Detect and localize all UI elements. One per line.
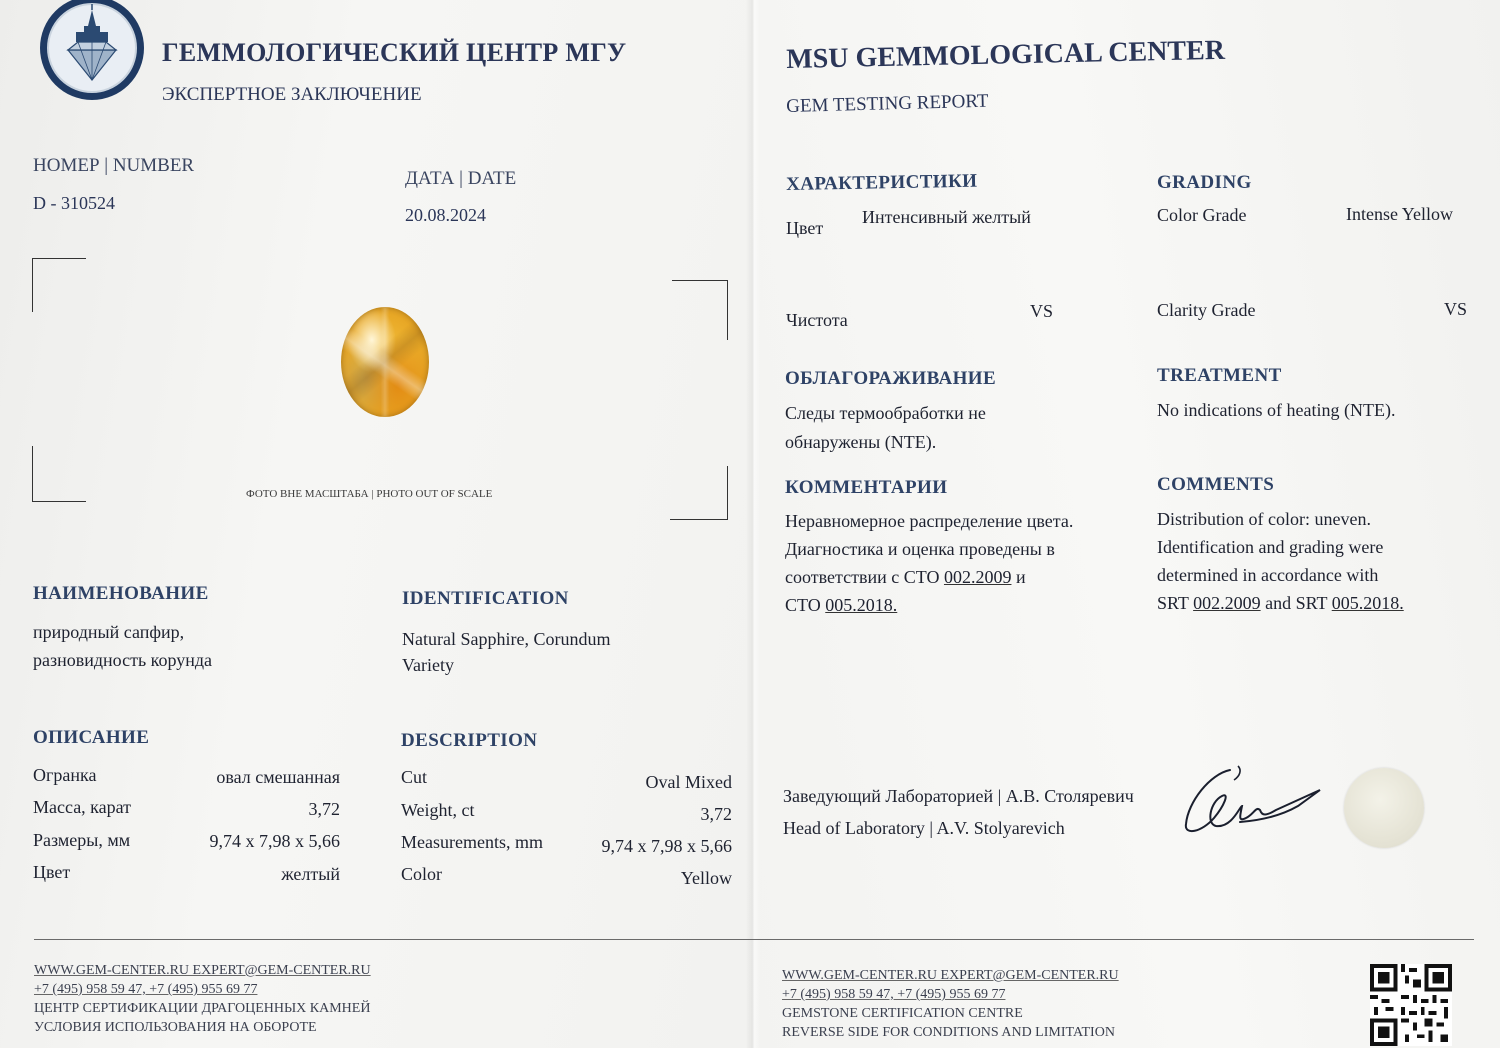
report-subtitle-ru: ЭКСПЕРТНОЕ ЗАКЛЮЧЕНИЕ bbox=[162, 84, 422, 105]
footer-left-conditions: УСЛОВИЯ ИСПОЛЬЗОВАНИЯ НА ОБОРОТЕ bbox=[34, 1020, 317, 1035]
treatment-text-en: No indications of heating (NTE). bbox=[1157, 400, 1396, 420]
comments-ru-line-4: СТО 005.2018. bbox=[785, 595, 898, 615]
color-grade-value-ru: Интенсивный желтый bbox=[862, 207, 1031, 227]
identification-text-ru-2: разновидность корунда bbox=[33, 650, 213, 670]
footer-right-conditions: REVERSE SIDE FOR CONDITIONS AND LIMITATION bbox=[782, 1025, 1115, 1040]
standard-ru-2: 005.2018. bbox=[825, 595, 898, 615]
photo-corner-top-right bbox=[672, 280, 728, 340]
clarity-value-ru: VS bbox=[1030, 301, 1054, 321]
description-heading-en: DESCRIPTION bbox=[401, 730, 538, 751]
comments-en-line-1: Distribution of color: uneven. bbox=[1157, 509, 1371, 529]
cut-value-en: Oval Mixed bbox=[645, 772, 732, 792]
standard-en-1: 002.2009 bbox=[1193, 593, 1261, 613]
weight-label-ru: Масса, карат bbox=[33, 797, 132, 817]
weight-value-en: 3,72 bbox=[700, 804, 732, 824]
photo-out-of-scale-note: ФОТО ВНЕ МАСШТАБА | PHOTO OUT OF SCALE bbox=[246, 488, 493, 500]
treatment-text-ru-2: обнаружены (NTE). bbox=[785, 432, 937, 452]
photo-corner-bottom-left bbox=[32, 446, 86, 502]
comments-ru-line-2: Диагностика и оценка проведены в bbox=[785, 539, 1055, 559]
color-label-ru: Цвет bbox=[33, 862, 71, 882]
head-of-lab-en: Head of Laboratory | A.V. Stolyarevich bbox=[783, 818, 1065, 838]
footer-divider bbox=[34, 939, 1474, 940]
treatment-heading-ru: ОБЛАГОРАЖИВАНИЕ bbox=[785, 368, 997, 389]
color-grade-label-ru: Цвет bbox=[786, 218, 824, 238]
number-label: НОМЕР | NUMBER bbox=[33, 155, 195, 176]
signature-icon bbox=[1180, 762, 1325, 842]
comments-heading-ru: КОММЕНТАРИИ bbox=[785, 477, 948, 498]
description-heading-ru: ОПИСАНИЕ bbox=[33, 727, 150, 748]
weight-label-en: Weight, ct bbox=[401, 800, 475, 820]
measurements-label-ru: Размеры, мм bbox=[33, 830, 131, 850]
color-grade-label-en: Color Grade bbox=[1157, 205, 1247, 225]
center-title-en: MSU GEMMOLOGICAL CENTER bbox=[786, 34, 1226, 75]
photo-corner-bottom-right bbox=[670, 466, 728, 520]
measurements-label-en: Measurements, mm bbox=[401, 832, 543, 852]
cut-value-ru: овал смешанная bbox=[216, 767, 340, 787]
head-of-lab-ru: Заведующий Лабораторией | А.В. Столяревич bbox=[783, 786, 1134, 806]
clarity-label-en: Clarity Grade bbox=[1157, 300, 1256, 320]
gemstone-facets bbox=[341, 307, 429, 417]
comments-ru-line-1: Неравномерное распределение цвета. bbox=[785, 511, 1074, 531]
cut-label-en: Cut bbox=[401, 767, 428, 787]
report-subtitle-en: GEM TESTING REPORT bbox=[786, 90, 989, 117]
comments-en-line-3: determined in accordance with bbox=[1157, 565, 1379, 585]
identification-text-en-1: Natural Sapphire, Corundum bbox=[402, 629, 611, 649]
color-value-en: Yellow bbox=[680, 868, 732, 888]
clarity-label-ru: Чистота bbox=[786, 310, 848, 330]
qr-code-icon bbox=[1370, 964, 1452, 1046]
treatment-text-ru-1: Следы термообработки не bbox=[785, 403, 986, 423]
footer-right-links[interactable]: WWW.GEM-CENTER.RU EXPERT@GEM-CENTER.RU bbox=[782, 968, 1119, 983]
color-value-ru: желтый bbox=[281, 864, 340, 884]
identification-heading-en: IDENTIFICATION bbox=[402, 588, 569, 609]
comments-ru-line-3: соответствии с СТО 002.2009 и bbox=[785, 567, 1026, 587]
center-title-ru: ГЕММОЛОГИЧЕСКИЙ ЦЕНТР МГУ bbox=[162, 38, 627, 67]
color-grade-value-en: Intense Yellow bbox=[1346, 204, 1453, 224]
clarity-value-en: VS bbox=[1444, 299, 1468, 319]
footer-left-center-name: ЦЕНТР СЕРТИФИКАЦИИ ДРАГОЦЕННЫХ КАМНЕЙ bbox=[34, 1001, 371, 1016]
identification-text-en-2: Variety bbox=[402, 655, 454, 675]
footer-left-phones[interactable]: +7 (495) 958 59 47, +7 (495) 955 69 77 bbox=[34, 982, 258, 997]
date-label: ДАТА | DATE bbox=[405, 168, 517, 189]
embossed-seal-icon bbox=[1344, 768, 1424, 848]
footer-right-phones[interactable]: +7 (495) 958 59 47, +7 (495) 955 69 77 bbox=[782, 987, 1006, 1002]
date-value: 20.08.2024 bbox=[405, 205, 486, 225]
identification-text-ru-1: природный сапфир, bbox=[33, 622, 185, 642]
comments-en-line-4: SRT 002.2009 and SRT 005.2018. bbox=[1157, 593, 1404, 613]
weight-value-ru: 3,72 bbox=[308, 799, 340, 819]
grading-heading-ru: ХАРАКТЕРИСТИКИ bbox=[786, 170, 978, 195]
treatment-heading-en: TREATMENT bbox=[1157, 365, 1282, 386]
page-fold bbox=[746, 0, 760, 1048]
number-value: D - 310524 bbox=[33, 193, 115, 213]
comments-en-line-2: Identification and grading were bbox=[1157, 537, 1384, 557]
measurements-value-en: 9,74 x 7,98 x 5,66 bbox=[601, 836, 732, 856]
grading-heading-en: GRADING bbox=[1157, 172, 1252, 193]
msu-logo-icon bbox=[38, 0, 146, 102]
identification-heading-ru: НАИМЕНОВАНИЕ bbox=[33, 583, 209, 604]
cut-label-ru: Огранка bbox=[33, 765, 97, 785]
footer-left-links[interactable]: WWW.GEM-CENTER.RU EXPERT@GEM-CENTER.RU bbox=[34, 963, 371, 978]
measurements-value-ru: 9,74 x 7,98 x 5,66 bbox=[209, 831, 340, 851]
footer-right-centre-name: GEMSTONE CERTIFICATION CENTRE bbox=[782, 1006, 1023, 1021]
color-label-en: Color bbox=[401, 864, 443, 884]
standard-ru-1: 002.2009 bbox=[943, 567, 1012, 587]
photo-corner-top-left bbox=[32, 258, 86, 312]
comments-heading-en: COMMENTS bbox=[1157, 474, 1275, 495]
standard-en-2: 005.2018. bbox=[1331, 593, 1404, 613]
